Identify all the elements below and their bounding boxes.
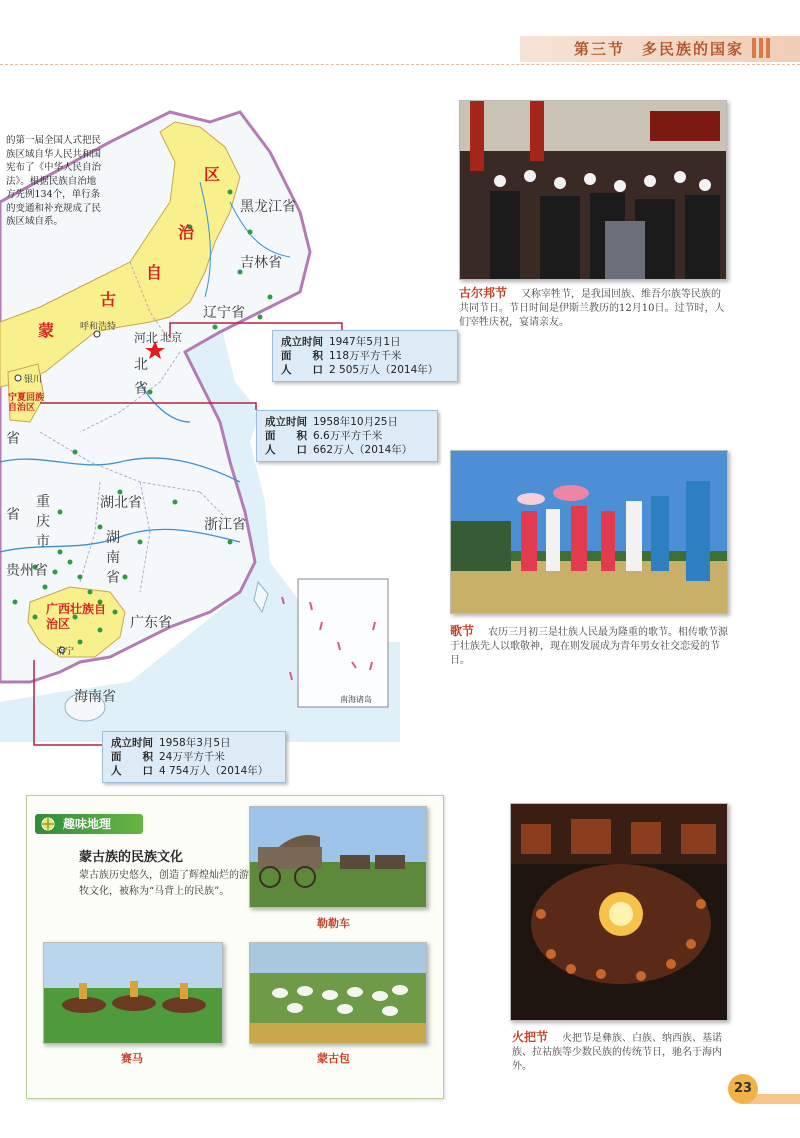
caption-gurbang <box>459 286 729 330</box>
caption-yurt: 蒙古包 <box>317 1052 350 1065</box>
label-hebei: 河北 <box>134 331 159 345</box>
label-nanning: 南宁 <box>56 647 75 657</box>
label-hunan: 湖南省 <box>106 530 120 586</box>
globe-icon <box>39 816 59 832</box>
label-beijing: 北京 <box>160 331 182 344</box>
label-guangdong: 广东省 <box>130 615 172 631</box>
area-value: 6.6万平方千米 <box>313 430 383 442</box>
caption-torch <box>512 1030 722 1074</box>
label-im-2: 治 <box>178 223 195 242</box>
population-value: 2 505万人（2014年） <box>329 364 439 376</box>
label-bei: 北 <box>134 357 148 373</box>
label-im-3: 自 <box>146 263 163 282</box>
intro-text: 的第一届全国人式把民族区域自华人民共和国宪布了《中华人民自治法》。根据民族自治地方先例134个，单行条的变通和补充规成了民族区域自系。 <box>6 135 102 227</box>
caption-lele-cart: 勒勒车 <box>317 917 350 930</box>
label-ningxia: 宁夏回族自治区 <box>8 393 45 413</box>
photo-torch-festival <box>510 803 728 1021</box>
label-sheng-left1: 省 <box>6 431 20 447</box>
label-hebei-sheng: 省 <box>134 381 148 397</box>
established-value: 1947年5月1日 <box>329 336 401 348</box>
photo-horse-race <box>43 942 223 1044</box>
label-south-sea: 南海诸岛 <box>340 695 372 704</box>
label-chongqing: 重庆市 <box>36 494 50 550</box>
fun-geography-box <box>26 795 444 1099</box>
caption-song <box>450 624 730 668</box>
page-number: 23 <box>728 1074 758 1104</box>
label-huhehaote: 呼和浩特 <box>80 322 117 332</box>
info-box-ningxia: 成立时间 1958年10月25日 面 积 6.6万平方千米 人 口 662万人（2014年） <box>256 410 438 462</box>
caption-torch-text: 火把节是彝族、白族、纳西族、基诺族、拉祜族等少数民族的传统节日，驰名于海内外。 <box>512 1033 723 1072</box>
fun-geography-title: 蒙古族的民族文化 <box>79 850 184 865</box>
label-jilin: 吉林省 <box>240 255 282 271</box>
area-value: 118万平方千米 <box>329 350 402 362</box>
established-value: 1958年10月25日 <box>313 416 398 428</box>
caption-torch-title: 火把节 <box>512 1030 549 1044</box>
label-guangxi: 广西壮族自治区 <box>46 602 107 631</box>
caption-gurbang-text: 又称宰牲节，是我国回族、维吾尔族等民族的共同节日。节日时间是伊斯兰教历的12月10日。过节时，人们宰牲庆祝，宴请亲友。 <box>459 289 725 328</box>
caption-gurbang-title: 古尔邦节 <box>459 286 508 300</box>
photo-gurbang-festival <box>459 100 727 280</box>
population-value: 662万人（2014年） <box>313 444 413 456</box>
caption-horse-race: 赛马 <box>121 1052 143 1065</box>
info-box-inner-mongolia: 成立时间 1947年5月1日 面 积 118万平方千米 人 口 2 505万人（2014年） <box>272 330 458 382</box>
label-sheng-left2: 省 <box>6 507 20 523</box>
label-im-1: 区 <box>204 165 221 184</box>
label-yinchuan: 银川 <box>24 375 43 385</box>
fun-geography-text: 蒙古族历史悠久，创造了辉煌灿烂的游牧文化，被称为“马背上的民族”。 <box>79 870 249 897</box>
label-guizhou: 贵州省 <box>6 563 48 579</box>
label-im-5: 蒙 <box>38 321 55 340</box>
caption-song-text: 农历三月初三是壮族人民最为隆重的歌节。相传歌节源于壮族先人以歌敬神，现在则发展成为青年男女社交恋爱的节日。 <box>450 627 729 666</box>
population-value: 4 754万人（2014年） <box>159 765 269 777</box>
label-hainan: 海南省 <box>74 689 116 705</box>
label-hubei: 湖北省 <box>100 495 142 511</box>
label-heilongjiang: 黑龙江省 <box>240 199 296 215</box>
label-zhejiang: 浙江省 <box>204 517 246 533</box>
photo-song-festival <box>450 450 728 614</box>
fun-geography-badge: 趣味地理 <box>35 814 143 834</box>
caption-song-title: 歌节 <box>450 624 475 638</box>
established-value: 1958年3月5日 <box>159 737 231 749</box>
label-liaoning: 辽宁省 <box>203 305 245 321</box>
photo-yurt <box>249 942 427 1044</box>
section-title: 第三节 多民族的国家 <box>574 40 745 58</box>
area-value: 24万平方千米 <box>159 751 225 763</box>
photo-lele-cart <box>249 806 427 908</box>
info-box-guangxi: 成立时间 1958年3月5日 面 积 24万平方千米 人 口 4 754万人（2014年） <box>102 731 286 783</box>
label-im-4: 古 <box>100 290 117 309</box>
